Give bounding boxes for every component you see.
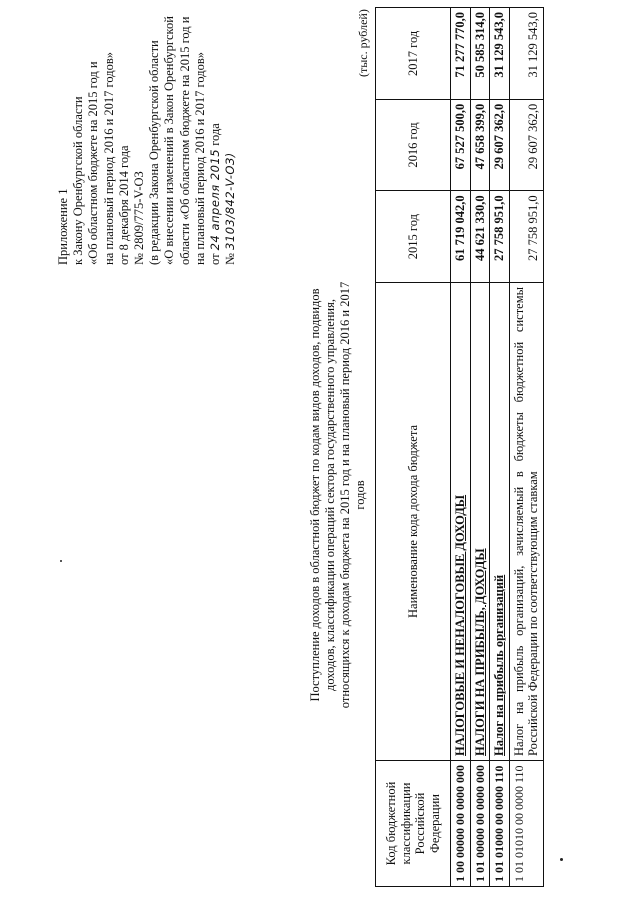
table-row bbox=[509, 8, 543, 887]
units-label: (тыс. рублей) bbox=[356, 9, 370, 77]
row-name: Налог на прибыль организаций bbox=[490, 282, 510, 760]
header-code: Код бюджетной классификации Российской Федерации bbox=[376, 761, 451, 887]
row-code: 1 01 01010 00 0000 110 bbox=[509, 761, 543, 887]
appendix-line: (в редакции Закона Оренбургской области bbox=[147, 40, 162, 265]
appendix-block bbox=[56, 15, 238, 265]
appendix-line: «О внесении изменений в Закон Оренбургской bbox=[162, 16, 177, 265]
header-name: Наименование кода дохода бюджета bbox=[376, 282, 451, 760]
row-2015: 44 621 330,0 bbox=[470, 191, 490, 283]
amendment-number-line bbox=[223, 15, 238, 265]
header-2015: 2015 год bbox=[376, 191, 451, 283]
table-row bbox=[490, 8, 510, 887]
row-2017: 50 585 314,0 bbox=[470, 8, 490, 100]
table-header-row bbox=[376, 8, 451, 887]
row-2017: 31 129 543,0 bbox=[509, 8, 543, 100]
appendix-line: от 8 декабря 2014 года bbox=[116, 145, 131, 265]
header-2017: 2017 год bbox=[376, 8, 451, 100]
row-2017: 71 277 770,0 bbox=[451, 8, 471, 100]
row-2016: 67 527 500,0 bbox=[451, 99, 471, 191]
row-2016: 29 607 362,0 bbox=[509, 99, 543, 191]
appendix-line: Приложение 1 bbox=[56, 188, 70, 265]
row-name: НАЛОГИ НА ПРИБЫЛЬ, ДОХОДЫ bbox=[470, 282, 490, 760]
appendix-line: к Закону Оренбургской области bbox=[71, 96, 86, 265]
revenue-table bbox=[375, 7, 544, 887]
date-prefix: от bbox=[208, 253, 223, 265]
row-2017: 31 129 543,0 bbox=[490, 8, 510, 100]
row-code: 1 01 00000 00 0000 000 bbox=[470, 761, 490, 887]
row-code: 1 00 00000 00 0000 000 bbox=[451, 761, 471, 887]
scan-speck bbox=[560, 858, 563, 861]
appendix-line: № 2809/775-V-ОЗ bbox=[132, 171, 147, 265]
table-row bbox=[470, 8, 490, 887]
row-code: 1 01 01000 00 0000 110 bbox=[490, 761, 510, 887]
table-row bbox=[451, 8, 471, 887]
header-2016: 2016 год bbox=[376, 99, 451, 191]
amendment-date-line bbox=[208, 15, 223, 265]
scan-speck bbox=[60, 560, 62, 562]
row-name: НАЛОГОВЫЕ И НЕНАЛОГОВЫЕ ДОХОДЫ bbox=[451, 282, 471, 760]
row-2016: 47 658 399,0 bbox=[470, 99, 490, 191]
appendix-line: на плановый период 2016 и 2017 годов» bbox=[192, 52, 207, 265]
handwritten-date: 24 апреля 2015 bbox=[208, 148, 223, 251]
number-prefix: № bbox=[223, 253, 238, 265]
row-2015: 61 719 042,0 bbox=[451, 191, 471, 283]
appendix-line: «Об областном бюджете на 2015 год и bbox=[86, 61, 101, 265]
row-2015: 27 758 951,0 bbox=[509, 191, 543, 283]
row-name: Налог на прибыль организаций, зачисляемый в бюджеты бюджетной системы Российской Федерации по соответствующим ставкам bbox=[509, 282, 543, 760]
date-suffix: года bbox=[208, 123, 223, 146]
document-title: Поступление доходов в областной бюджет по кодам видов доходов, подвидов доходов, классификации операций сектора государственного управления, относящихся к доходам бюджета на 2015 год и на плановый период 2016 и 2017 годов bbox=[308, 281, 367, 709]
row-2016: 29 607 362,0 bbox=[490, 99, 510, 191]
row-2015: 27 758 951,0 bbox=[490, 191, 510, 283]
appendix-line: области «Об областном бюджете на 2015 год и bbox=[177, 16, 192, 265]
handwritten-number: 3103/842-V-ОЗ) bbox=[223, 152, 238, 250]
appendix-line: на плановый период 2016 и 2017 годов» bbox=[101, 52, 116, 265]
